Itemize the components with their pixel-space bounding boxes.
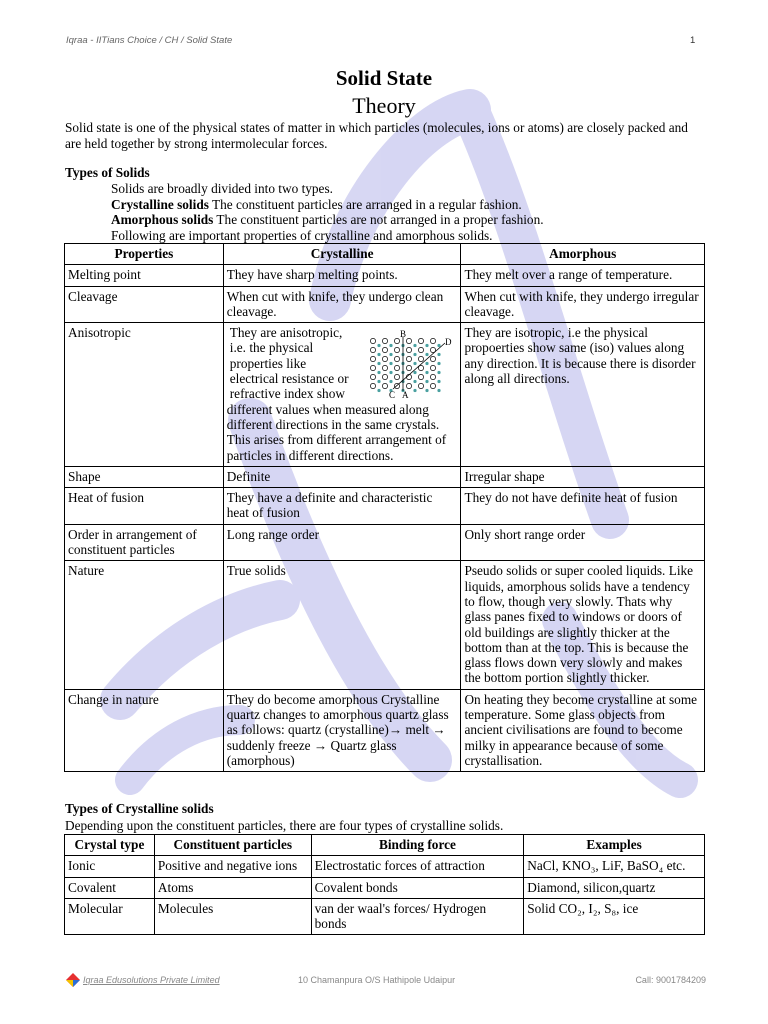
col-header-properties: Properties	[65, 244, 224, 265]
lattice-ion	[390, 344, 393, 347]
lattice-ion	[438, 344, 441, 347]
lattice-atom	[395, 339, 400, 344]
lattice-atom	[371, 366, 376, 371]
lattice-ion	[414, 353, 417, 356]
cell: Only short range order	[461, 524, 705, 561]
lattice-ion	[378, 389, 381, 392]
fig-label-d: D	[445, 337, 452, 348]
lattice-atom	[419, 339, 424, 344]
lattice-atom	[371, 384, 376, 389]
fig-label-c: C	[389, 390, 396, 400]
cell: Atoms	[154, 877, 311, 898]
lattice-ion	[390, 362, 393, 365]
lattice-ion	[426, 380, 429, 383]
cell: They do become amorphous Crystalline quartz changes to amorphous quartz glass as follows: quartz (crystalline)→ melt → suddenly freeze → Quartz glass (amorphous)	[223, 689, 461, 771]
types-line-4: Following are important properties of crystalline and amorphous solids.	[111, 228, 493, 243]
amorphous-term: Amorphous solids	[111, 212, 214, 227]
lattice-atom	[395, 375, 400, 380]
crystal-types-heading: Types of Crystalline solids	[65, 801, 214, 816]
cell: Long range order	[223, 524, 461, 561]
types-line-1: Solids are broadly divided into two types.	[111, 181, 333, 196]
lattice-diagram	[365, 329, 453, 399]
col-header-examples: Examples	[524, 835, 705, 856]
lattice-atom	[383, 384, 388, 389]
table-row	[65, 689, 705, 771]
company-logo-icon	[66, 973, 80, 987]
lattice-atom	[383, 366, 388, 371]
lattice-ion	[438, 353, 441, 356]
lattice-atom	[407, 384, 412, 389]
col-header-constituent: Constituent particles	[154, 835, 311, 856]
cell: They do not have definite heat of fusion	[461, 488, 705, 525]
footer-address: 10 Chamanpura O/S Hathipole Udaipur	[298, 975, 456, 985]
lattice-ion	[378, 371, 381, 374]
lattice-ion	[426, 362, 429, 365]
table-row	[65, 286, 705, 323]
lattice-atom	[419, 384, 424, 389]
lattice-atom	[407, 339, 412, 344]
document-subtitle: Theory	[352, 93, 416, 118]
lattice-atom	[407, 357, 412, 362]
footer-company-link[interactable]: Iqraa Edusolutions Private Limited	[83, 975, 220, 985]
cell: When cut with knife, they undergo irregular cleavage.	[461, 286, 705, 323]
lattice-atom	[419, 375, 424, 380]
lattice-ion	[378, 353, 381, 356]
cell: They melt over a range of temperature.	[461, 265, 705, 286]
cell: They are isotropic, i.e the physical propoerties show same (iso) values along any direction. It is because there is disorder along all directions.	[461, 323, 705, 467]
lattice-ion	[426, 353, 429, 356]
lattice-atom	[383, 357, 388, 362]
lattice-atom	[395, 357, 400, 362]
lattice-atom	[383, 348, 388, 353]
running-header: Iqraa - IITians Choice / CH / Solid State	[66, 35, 233, 46]
cell: When cut with knife, they undergo clean cleavage.	[223, 286, 461, 323]
cell: Pseudo solids or super cooled liquids. Like liquids, amorphous solids have a tendency to flow, though very slowly. Thats why glass panes fixed to windows or doors of old buildings are slightly thicker at the bottom than at the top. This is because the glass flows down very slowly and makes the bottom portion slightly thicker.	[461, 561, 705, 689]
cell: Positive and negative ions	[154, 856, 311, 877]
lattice-ion	[390, 380, 393, 383]
fig-label-b: B	[400, 329, 407, 340]
lattice-ion	[414, 362, 417, 365]
crystalline-term: Crystalline solids	[111, 197, 209, 212]
lattice-ion	[438, 389, 441, 392]
lattice-atom	[431, 339, 436, 344]
col-header-amorphous: Amorphous	[461, 244, 705, 265]
cell: Definite	[223, 466, 461, 487]
crystalline-def: The constituent particles are arranged in a regular fashion.	[208, 197, 522, 212]
table-row	[65, 561, 705, 689]
col-header-crystal-type: Crystal type	[65, 835, 155, 856]
crystal-types-table	[64, 834, 705, 935]
anisotropic-cell	[223, 323, 461, 467]
aniso-text-top: They are anisotropic, i.e. the physical properties like electrical resistance or refractive index show	[229, 325, 349, 402]
lattice-atom	[419, 348, 424, 353]
lattice-ion	[438, 371, 441, 374]
cell: NaCl, KNO₃, LiF, BaSO₄ etc.	[524, 856, 705, 877]
table-header-row	[65, 835, 705, 856]
fig-label-a: A	[402, 390, 409, 400]
cell: Electrostatic forces of attraction	[311, 856, 524, 877]
cell: On heating they become crystalline at some temperature. Some glass objects from ancient civilisations are found to become milky in appearance because of some crystallisation.	[461, 689, 705, 771]
lattice-ion	[390, 353, 393, 356]
lattice-atom	[371, 357, 376, 362]
lattice-ion	[390, 371, 393, 374]
types-of-solids-heading: Types of Solids	[65, 165, 150, 180]
lattice-ion	[414, 389, 417, 392]
lattice-ion	[426, 389, 429, 392]
cell: Molecules	[154, 898, 311, 935]
cell: Covalent	[65, 877, 155, 898]
lattice-atom	[395, 366, 400, 371]
cell: Irregular shape	[461, 466, 705, 487]
crystal-types-desc: Depending upon the constituent particles, there are four types of crystalline solids.	[65, 818, 504, 833]
lattice-ion	[426, 344, 429, 347]
intro-paragraph: Solid state is one of the physical states of matter in which particles (molecules, ions or atoms) are closely packed and are held together by strong intermolecular forces.	[65, 120, 688, 151]
col-header-binding: Binding force	[311, 835, 524, 856]
cell: Order in arrangement of constituent particles	[65, 524, 224, 561]
table-row	[65, 323, 705, 467]
footer-phone: Call: 9001784209	[635, 975, 706, 985]
page-number: 1	[690, 35, 696, 46]
amorphous-def: The constituent particles are not arranged in a proper fashion.	[213, 212, 544, 227]
lattice-ion	[378, 380, 381, 383]
cell: Shape	[65, 466, 224, 487]
lattice-atom	[383, 375, 388, 380]
lattice-atom	[383, 339, 388, 344]
lattice-ion	[378, 362, 381, 365]
cell: Diamond, silicon,quartz	[524, 877, 705, 898]
lattice-atom	[419, 357, 424, 362]
lattice-atom	[431, 375, 436, 380]
cell: van der waal's forces/ Hydrogen bonds	[311, 898, 524, 935]
cell: Covalent bonds	[311, 877, 524, 898]
cell: True solids	[223, 561, 461, 689]
amorphous-solids-line	[111, 212, 544, 228]
crystalline-solids-line	[111, 197, 522, 213]
anisotropic-content	[227, 325, 458, 401]
table-row	[65, 265, 705, 286]
lattice-atom	[395, 348, 400, 353]
properties-table	[64, 243, 705, 772]
lattice-atom	[431, 366, 436, 371]
lattice-ion	[426, 371, 429, 374]
aniso-text-bottom: different values when measured along different directions in the same crystals. This arises from different arrangement of particles in different directions.	[226, 401, 447, 463]
lattice-atom	[371, 348, 376, 353]
cell: Ionic	[65, 856, 155, 877]
document-title: Solid State	[335, 66, 433, 90]
cell: Change in nature	[65, 689, 224, 771]
lattice-ion	[438, 362, 441, 365]
lattice-atom	[407, 366, 412, 371]
cell: Molecular	[65, 898, 155, 935]
lattice-ion	[414, 344, 417, 347]
lattice-atom	[371, 339, 376, 344]
col-header-crystalline: Crystalline	[223, 244, 461, 265]
cell: Solid CO₂, I₂, S₈, ice	[524, 898, 705, 935]
lattice-ion	[438, 380, 441, 383]
lattice-atom	[431, 384, 436, 389]
lattice-atom	[371, 375, 376, 380]
cell: Melting point	[65, 265, 224, 286]
cell: Nature	[65, 561, 224, 689]
lattice-atom	[407, 348, 412, 353]
table-row	[65, 524, 705, 561]
table-row	[65, 898, 705, 935]
lattice-ion	[414, 380, 417, 383]
table-row	[65, 877, 705, 898]
table-header-row	[65, 244, 705, 265]
lattice-ion	[378, 344, 381, 347]
table-row	[65, 856, 705, 877]
cell: Anisotropic	[65, 323, 224, 467]
lattice-atom	[431, 357, 436, 362]
cell: They have a definite and characteristic heat of fusion	[223, 488, 461, 525]
lattice-ion	[414, 371, 417, 374]
cell: They have sharp melting points.	[223, 265, 461, 286]
table-row	[65, 466, 705, 487]
cell: Heat of fusion	[65, 488, 224, 525]
cell: Cleavage	[65, 286, 224, 323]
table-row	[65, 488, 705, 525]
